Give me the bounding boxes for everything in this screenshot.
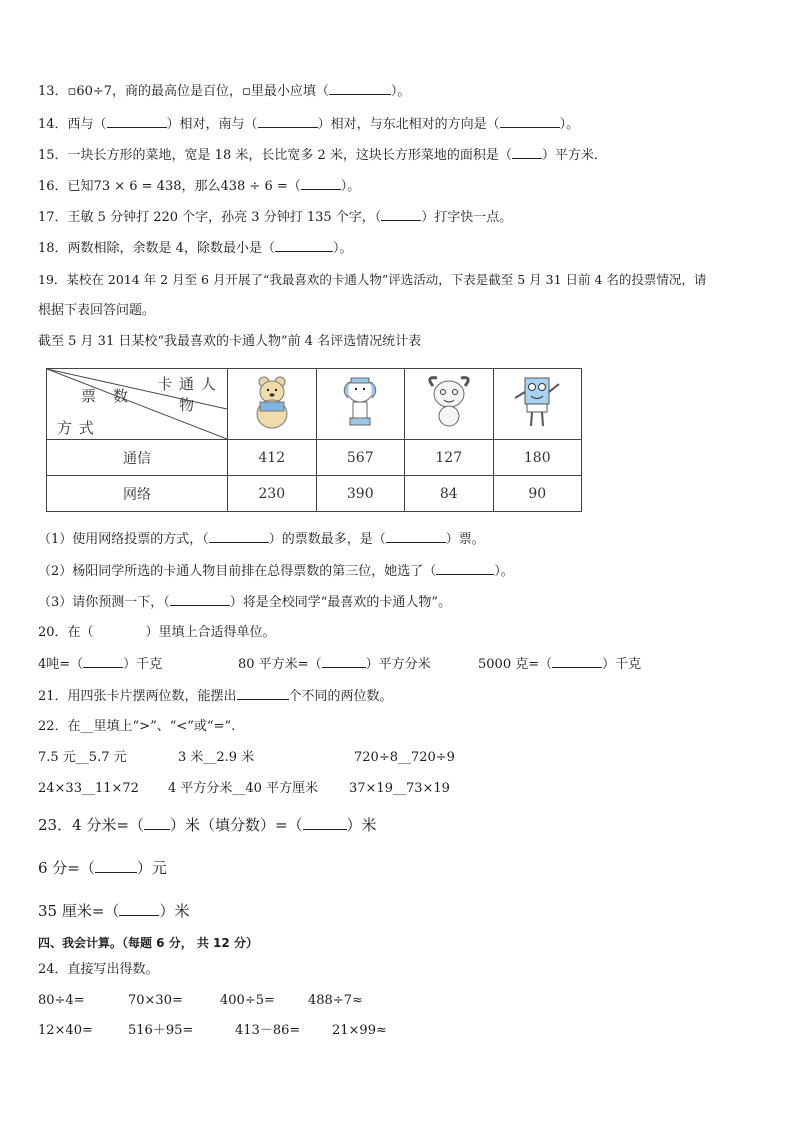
question-21 bbox=[38, 688, 393, 705]
calc-item: 516＋95= bbox=[128, 1023, 194, 1038]
character-bear bbox=[228, 369, 317, 440]
question-18 bbox=[38, 240, 352, 257]
section-heading: 四、我会计算。（每题 6 分， 共 12 分） bbox=[38, 936, 258, 950]
compare-item: 24×33__11×72 bbox=[38, 781, 139, 796]
question-19-2-text: （2）杨阳同学所选的卡通人物目前排在总得票数的第三位，她选了（ bbox=[38, 564, 437, 579]
question-13-text: 13．▫60÷7，商的最高位是百位，▫里最小应填（ bbox=[38, 84, 329, 99]
answer-blank[interactable] bbox=[170, 594, 230, 606]
question-22-row-2 bbox=[38, 781, 450, 797]
calc-item: 70×30= bbox=[128, 993, 183, 1008]
question-15 bbox=[38, 147, 607, 164]
question-22-row-1 bbox=[38, 750, 455, 766]
answer-blank[interactable] bbox=[322, 656, 366, 668]
question-19-3-text: （3）请你预测一下，（ bbox=[38, 595, 170, 610]
question-23 bbox=[38, 817, 377, 833]
answer-blank[interactable] bbox=[107, 116, 167, 128]
answer-blank[interactable] bbox=[95, 861, 137, 873]
calc-item: 21×99≈ bbox=[332, 1023, 387, 1038]
question-17-text: ）打字快一点。 bbox=[421, 210, 513, 225]
table-cell: 567 bbox=[316, 440, 405, 476]
question-21-text: 个不同的两位数。 bbox=[288, 689, 393, 704]
unit-item-text: ）千克 bbox=[123, 657, 163, 672]
compare-item: 37×19__73×19 bbox=[349, 781, 450, 796]
row-label: 网络 bbox=[47, 476, 228, 512]
question-23-text: 23．4 分米=（ bbox=[38, 816, 144, 834]
answer-blank[interactable] bbox=[209, 531, 269, 543]
answer-blank[interactable] bbox=[512, 147, 542, 159]
compare-item: 3 米__2.9 米 bbox=[178, 750, 255, 765]
table-row bbox=[47, 476, 582, 512]
question-14-text: 14．西与（ bbox=[38, 117, 107, 132]
answer-blank[interactable] bbox=[303, 818, 347, 830]
compare-item: 4 平方分米__40 平方厘米 bbox=[168, 781, 319, 796]
question-19-3 bbox=[38, 594, 451, 611]
table-cell: 412 bbox=[228, 440, 317, 476]
row-label: 通信 bbox=[47, 440, 228, 476]
sponge-cartoon-icon bbox=[507, 372, 567, 432]
question-19-line-2: 根据下表回答问题。 bbox=[38, 303, 156, 318]
unit-item bbox=[238, 656, 478, 673]
answer-blank[interactable] bbox=[386, 531, 446, 543]
question-14-text: ）相对，南与（ bbox=[166, 117, 258, 132]
question-20-items bbox=[38, 656, 641, 673]
unit-item-text: ）平方分米 bbox=[365, 657, 431, 672]
answer-blank[interactable] bbox=[119, 904, 159, 916]
table-cell: 84 bbox=[405, 476, 494, 512]
question-19-line-1: 19．某校在 2014 年 2 月至 6 月开展了“我最喜欢的卡通人物”评选活动，下表是截至 5 月 31 日前 4 名的投票情况，请 bbox=[38, 272, 707, 287]
compare-item: 720÷8__720÷9 bbox=[354, 750, 455, 765]
header-character: 卡 通 人 物 bbox=[157, 375, 217, 414]
unit-item-text: 80 平方米=（ bbox=[238, 657, 322, 672]
table-cell: 127 bbox=[405, 440, 494, 476]
question-18-text: 18．两数相除，余数是 4，除数最小是（ bbox=[38, 241, 275, 256]
question-16-text: ）。 bbox=[340, 179, 361, 194]
answer-blank[interactable] bbox=[436, 563, 494, 575]
question-14-text: ）相对，与东北相对的方向是（ bbox=[317, 117, 500, 132]
table-cell: 230 bbox=[228, 476, 317, 512]
question-23-text: 6 分=（ bbox=[38, 859, 95, 877]
question-23-text: 35 厘米=（ bbox=[38, 902, 120, 920]
question-23-text: ）米 bbox=[346, 816, 377, 834]
question-15-text: ）平方米． bbox=[541, 148, 607, 163]
question-23-2 bbox=[38, 860, 167, 876]
table-title: 截至 5 月 31 日某校“我最喜欢的卡通人物”前 4 名评选情况统计表 bbox=[38, 334, 422, 349]
question-19-1-text: （1）使用网络投票的方式，（ bbox=[38, 532, 209, 547]
answer-blank[interactable] bbox=[329, 83, 391, 95]
question-18-text: ）。 bbox=[332, 241, 353, 256]
diagonal-header-cell bbox=[47, 369, 228, 440]
question-23-text: ）元 bbox=[136, 859, 167, 877]
question-13-end: ）。 bbox=[390, 84, 411, 99]
calc-item: 488÷7≈ bbox=[308, 993, 363, 1008]
calc-item: 80÷4= bbox=[38, 993, 85, 1008]
question-19-1-text: ）的票数最多，是（ bbox=[268, 532, 386, 547]
answer-blank[interactable] bbox=[275, 240, 333, 252]
character-dog bbox=[316, 369, 405, 440]
question-16-text: 16．已知73 × 6 = 438，那么438 ÷ 6 =（ bbox=[38, 179, 301, 194]
answer-blank[interactable] bbox=[144, 818, 170, 830]
question-19-1 bbox=[38, 531, 485, 548]
answer-blank[interactable] bbox=[381, 209, 421, 221]
header-method: 方 式 bbox=[57, 419, 95, 437]
character-goat bbox=[405, 369, 494, 440]
question-19-3-text: ）将是全校同学“最喜欢的卡通人物”。 bbox=[229, 595, 452, 610]
question-20: 20．在（ ）里填上合适得单位。 bbox=[38, 625, 276, 640]
table-cell: 180 bbox=[493, 440, 582, 476]
question-13 bbox=[38, 83, 410, 100]
unit-item-text: 4吨=（ bbox=[38, 657, 84, 672]
question-19-2 bbox=[38, 563, 514, 580]
unit-item bbox=[38, 656, 238, 673]
question-14-text: ）。 bbox=[559, 117, 580, 132]
table-header-row bbox=[47, 369, 582, 440]
question-23-text: ）米 bbox=[159, 902, 190, 920]
vote-table bbox=[46, 368, 582, 512]
answer-blank[interactable] bbox=[301, 178, 341, 190]
answer-blank[interactable] bbox=[237, 688, 289, 700]
question-17-text: 17．王敏 5 分钟打 220 个字，孙亮 3 分钟打 135 个字，（ bbox=[38, 210, 382, 225]
unit-item-text: 5000 克=（ bbox=[478, 657, 553, 672]
question-23-text: ）米（填分数）=（ bbox=[169, 816, 303, 834]
question-14 bbox=[38, 116, 579, 133]
calc-item: 413－86= bbox=[235, 1023, 301, 1038]
calc-item: 12×40= bbox=[38, 1023, 93, 1038]
character-sponge bbox=[493, 369, 582, 440]
compare-item: 7.5 元__5.7 元 bbox=[38, 750, 127, 765]
goat-cartoon-icon bbox=[419, 372, 479, 432]
table-cell: 390 bbox=[316, 476, 405, 512]
question-19-1-text: ）票。 bbox=[445, 532, 485, 547]
header-votes: 票 数 bbox=[81, 387, 130, 405]
question-15-text: 15．一块长方形的菜地，宽是 18 米，长比宽多 2 米，这块长方形菜地的面积是（ bbox=[38, 148, 512, 163]
bear-cartoon-icon bbox=[242, 372, 302, 432]
table-cell: 90 bbox=[493, 476, 582, 512]
calc-row-2 bbox=[38, 1023, 387, 1039]
table-row bbox=[47, 440, 582, 476]
unit-item-text: ）千克 bbox=[602, 657, 642, 672]
answer-blank[interactable] bbox=[500, 116, 560, 128]
answer-blank[interactable] bbox=[83, 656, 123, 668]
question-24: 24．直接写出得数。 bbox=[38, 962, 159, 977]
calc-row-1 bbox=[38, 993, 363, 1009]
dog-cartoon-icon bbox=[330, 372, 390, 432]
question-23-3 bbox=[38, 903, 189, 919]
calc-item: 400÷5= bbox=[220, 993, 275, 1008]
question-17 bbox=[38, 209, 512, 226]
question-19-2-text: ）。 bbox=[494, 564, 514, 579]
question-16 bbox=[38, 178, 360, 195]
answer-blank[interactable] bbox=[258, 116, 318, 128]
question-21-text: 21．用四张卡片摆两位数，能摆出 bbox=[38, 689, 237, 704]
answer-blank[interactable] bbox=[552, 656, 602, 668]
unit-item bbox=[478, 657, 641, 672]
question-22: 22．在__里填上“>”、“<”或“=”. bbox=[38, 719, 236, 734]
